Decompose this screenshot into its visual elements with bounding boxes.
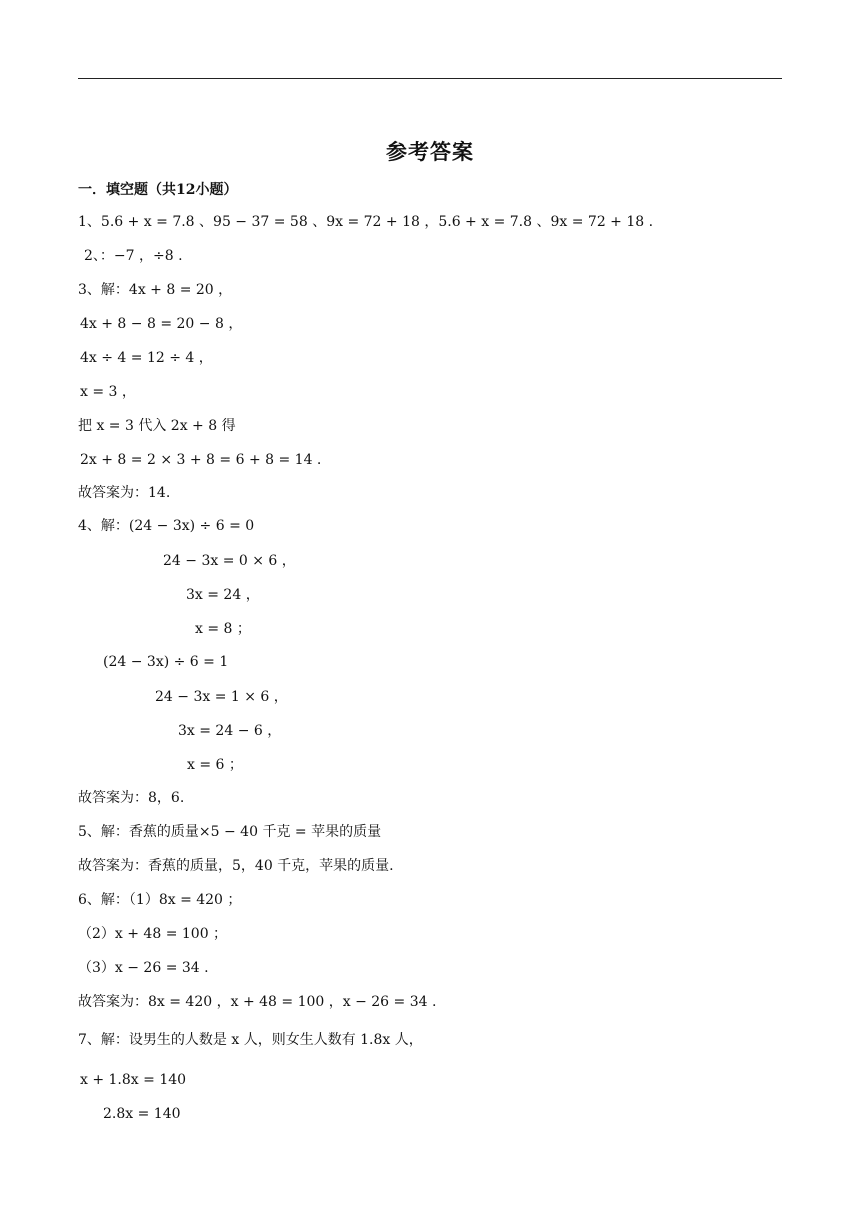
answer-line: x + 1.8x = 140 [80, 1072, 187, 1088]
answer-line: 故答案为：香蕉的质量，5，40 千克，苹果的质量. [78, 858, 394, 874]
header-rule [78, 78, 782, 79]
answer-line: 4x ÷ 4 = 12 ÷ 4 ， [80, 350, 213, 366]
answer-line: 2.8x = 140 [103, 1106, 181, 1122]
answer-line: 24 − 3x = 0 × 6 ， [163, 553, 296, 569]
answer-line: (24 − 3x) ÷ 6 = 1 [103, 654, 229, 670]
answer-line: 7、解：设男生的人数是 x 人，则女生人数有 1.8x 人， [78, 1032, 423, 1048]
answer-line: 5、解：香蕉的质量×5 − 40 千克 = 苹果的质量 [78, 824, 382, 840]
answer-line: 把 x = 3 代入 2x + 8 得 [78, 418, 236, 434]
answer-line: 4x + 8 − 8 = 20 − 8 ， [80, 316, 243, 332]
answer-line: x = 8 ； [195, 621, 251, 637]
answer-line: 6、解：（1）8x = 420 ； [78, 892, 242, 908]
answer-line: x = 6 ； [187, 757, 243, 773]
answer-line: 故答案为：8x = 420 ，x + 48 = 100 ，x − 26 = 34 . [78, 994, 437, 1010]
answer-line: （2）x + 48 = 100 ； [78, 926, 228, 942]
answer-line: 3、解：4x + 8 = 20 ， [78, 282, 233, 298]
answer-line: 故答案为：14. [78, 485, 171, 501]
answer-line: 3x = 24 − 6 ， [178, 723, 282, 739]
answer-line: 4、解：(24 − 3x) ÷ 6 = 0 [78, 518, 255, 534]
answer-line: 1、5.6 + x = 7.8 、95 − 37 = 58 、9x = 72 + 18 ，5.6 + x = 7.8 、9x = 72 + 18 . [78, 214, 654, 230]
section-heading: 一．填空题（共12小题） [78, 182, 238, 198]
answer-line: 2x + 8 = 2 × 3 + 8 = 6 + 8 = 14 . [80, 452, 322, 468]
answer-line: 24 − 3x = 1 × 6 ， [155, 689, 288, 705]
page-title: 参考答案 [386, 139, 474, 164]
answer-line: 3x = 24 ， [186, 587, 260, 603]
answer-line: 2、：−7 ，÷8 . [84, 248, 183, 264]
answer-line: 故答案为：8，6. [78, 790, 185, 806]
answer-line: x = 3 ， [80, 384, 136, 400]
answer-line: （3）x − 26 = 34 . [78, 960, 209, 976]
